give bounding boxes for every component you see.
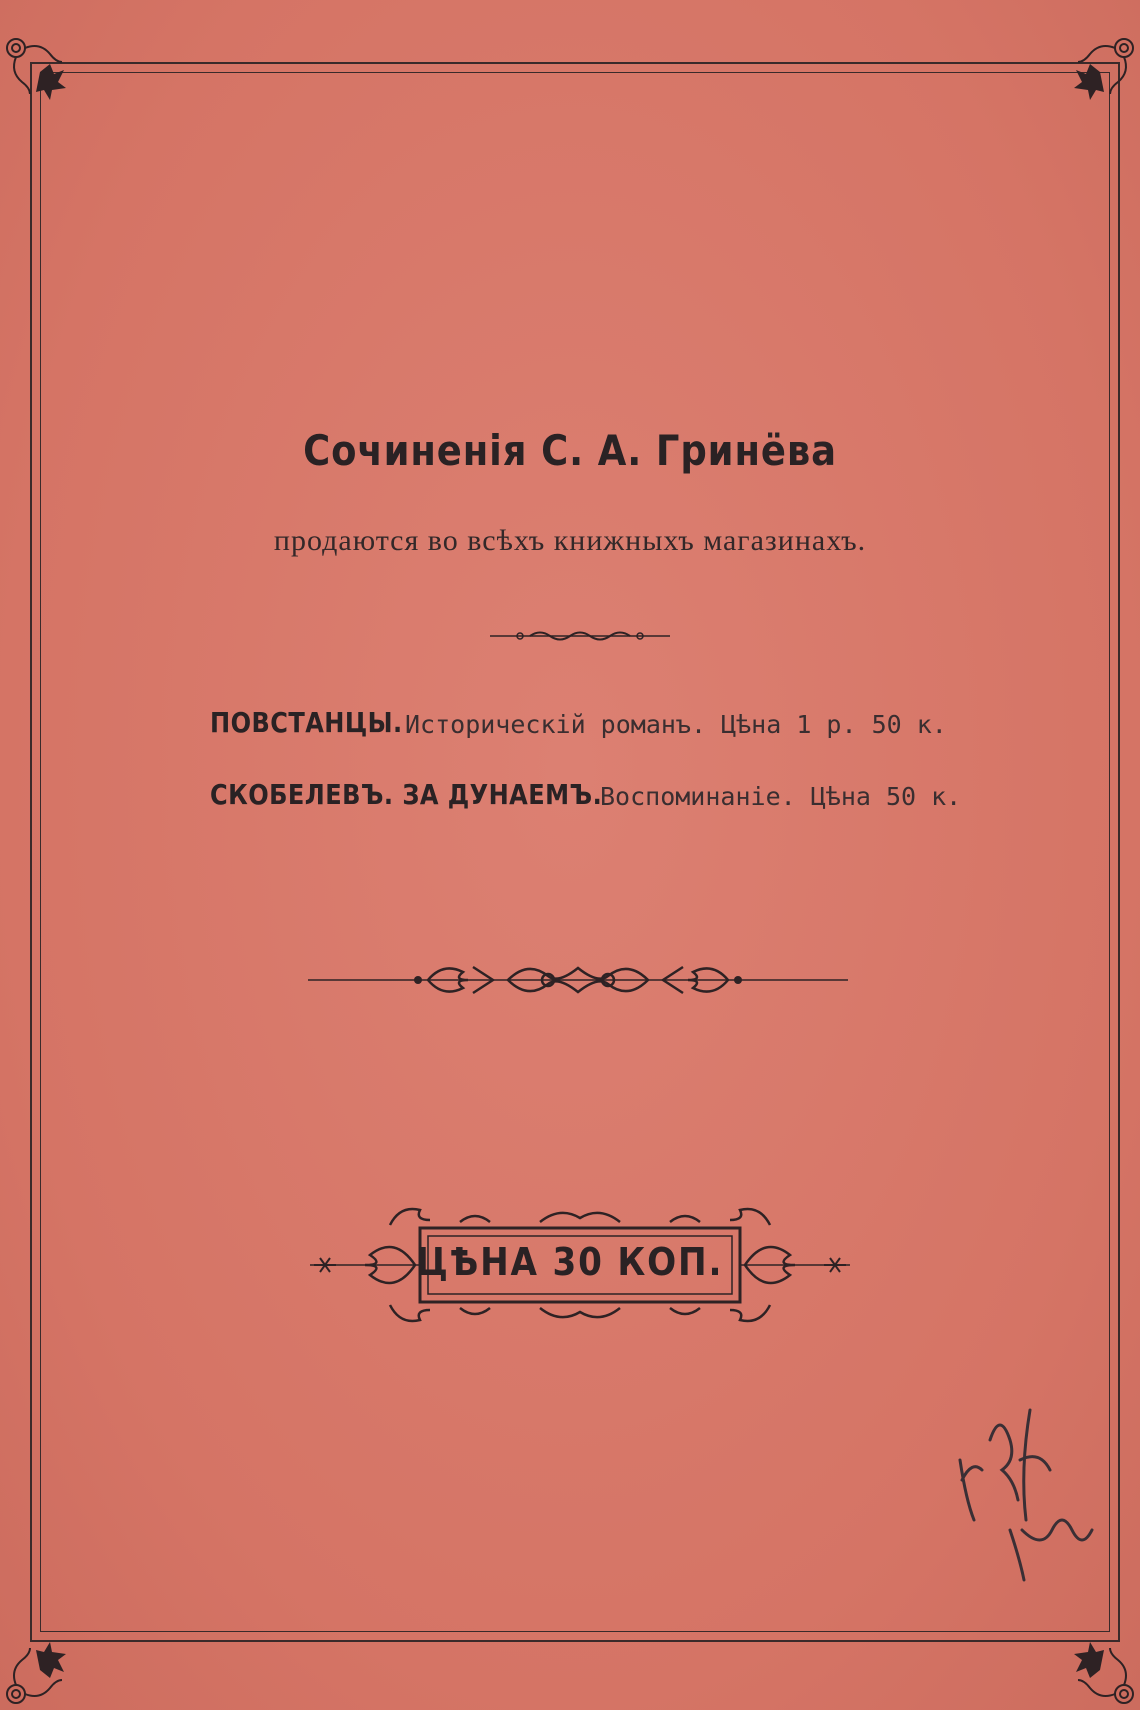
divider-ornament-icon [308,955,848,1005]
corner-ornament-icon [1070,32,1140,102]
corner-ornament-icon [0,1640,70,1710]
page-title: Сочиненія С. А. Гринёва [303,426,837,475]
price-label: ЦѢНА 30 КОП. [416,1240,724,1284]
border-frame-inner [40,72,1110,1632]
list-item [210,778,990,850]
book-list [210,706,990,850]
handwritten-note-icon [950,1400,1110,1590]
book-description: Воспоминаніе. Цѣна 50 к. [600,782,962,811]
book-description: Историческій романъ. Цѣна 1 р. 50 к. [405,710,947,739]
book-name: СКОБЕЛЕВЪ. ЗА ДУНАЕМЪ. [210,778,603,811]
book-name: ПОВСТАНЦЫ. [210,706,403,739]
corner-ornament-icon [1070,1640,1140,1710]
corner-ornament-icon [0,32,70,102]
list-item [210,706,990,778]
subtitle: продаются во всѣхъ книжныхъ магазинахъ. [273,524,867,557]
small-divider-ornament-icon [490,624,670,648]
